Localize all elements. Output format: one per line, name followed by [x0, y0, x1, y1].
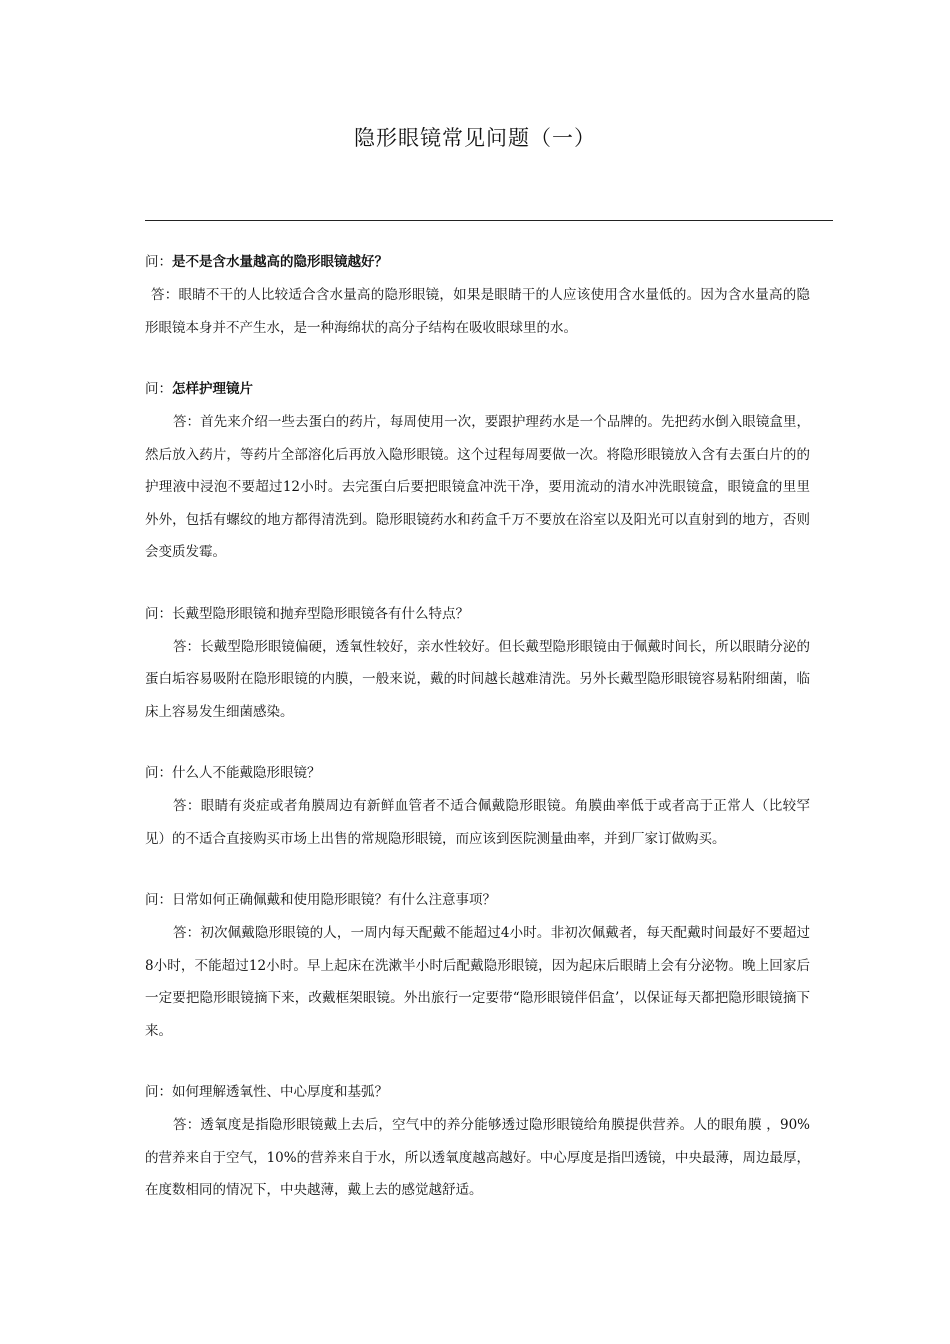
- qa-item: [145, 884, 810, 1047]
- qa-item: [145, 598, 810, 729]
- question-prefix: 问：: [145, 381, 172, 397]
- qa-item: [145, 757, 810, 855]
- question-text: 是不是含水量越高的隐形眼镜越好？: [172, 254, 388, 270]
- question-prefix: 问：: [145, 1084, 172, 1100]
- question-prefix: 问：: [145, 892, 172, 908]
- question: [145, 757, 810, 790]
- question-prefix: 问：: [145, 254, 172, 270]
- question: [145, 884, 810, 917]
- answer: 答：眼睛有炎症或者角膜周边有新鲜血管者不适合佩戴隐形眼镜。角膜曲率低于或者高于正常人（比较罕见）的不适合直接购买市场上出售的常规隐形眼镜，而应该到医院测量曲率，并到厂家订做购买。: [145, 798, 810, 847]
- question-prefix: 问：: [145, 605, 172, 622]
- question-prefix: 问：: [145, 765, 172, 781]
- answer: 答：眼睛不干的人比较适合含水量高的隐形眼镜，如果是眼睛干的人应该使用含水量低的。因为含水量高的隐形眼镜本身并不产生水，是一种海绵状的高分子结构在吸收眼球里的水。: [145, 287, 810, 336]
- title-divider: [145, 220, 833, 221]
- question: [145, 598, 810, 631]
- answer: 答：长戴型隐形眼镜偏硬，透氧性较好，亲水性较好。但长戴型隐形眼镜由于佩戴时间长，所以眼睛分泌的蛋白垢容易吸附在隐形眼镜的内膜，一般来说，戴的时间越长越难清洗。另外长戴型隐形眼镜容易粘附细菌，临床上容易发生细菌感染。: [145, 638, 810, 720]
- question: [145, 1076, 810, 1109]
- question-text: 怎样护理镜片: [172, 381, 253, 397]
- question: [145, 246, 810, 279]
- qa-item: [145, 246, 810, 344]
- answer: 答：透氧度是指隐形眼镜戴上去后，空气中的养分能够透过隐形眼镜给角膜提供营养。人的眼角膜 ，90%的营养来自于空气，10%的营养来自于水，所以透氧度越高越好。中心厚度是指凹透镜，中央最薄，周边最厚，在度数相同的情况下，中央越薄，戴上去的感觉越舒适。: [145, 1117, 810, 1198]
- question-text: 日常如何正确佩戴和使用隐形眼镜？有什么注意事项？: [172, 892, 496, 908]
- question: [145, 373, 810, 406]
- qa-item: [145, 373, 810, 569]
- document-body: [145, 246, 810, 1236]
- qa-item: [145, 1076, 810, 1207]
- answer: 答：首先来介绍一些去蛋白的药片，每周使用一次，要跟护理药水是一个品牌的。先把药水倒入眼镜盒里，然后放入药片，等药片全部溶化后再放入隐形眼镜。这个过程每周要做一次。将隐形眼镜放入含有去蛋白片的的护理液中浸泡不要超过12小时。去完蛋白后要把眼镜盒冲洗干净，要用流动的清水冲洗眼镜盒，眼镜盒的里里外外，包括有螺纹的地方都得清洗到。隐形眼镜药水和药盒千万不要放在浴室以及阳光可以直射到的地方，否则会变质发霉。: [145, 414, 810, 560]
- question-text: 如何理解透氧性、中心厚度和基弧？: [172, 1084, 388, 1100]
- question-text: 什么人不能戴隐形眼镜？: [172, 765, 321, 781]
- question-text: 长戴型隐形眼镜和抛弃型隐形眼镜各有什么特点？: [172, 605, 469, 622]
- page-title: 隐形眼镜常见问题（一）: [354, 126, 596, 150]
- answer: 答：初次佩戴隐形眼镜的人，一周内每天配戴不能超过4小时。非初次佩戴者，每天配戴时间最好不要超过8小时，不能超过12小时。早上起床在洗漱半小时后配戴隐形眼镜，因为起床后眼睛上会有分泌物。晚上回家后一定要把隐形眼镜摘下来，改戴框架眼镜。外出旅行一定要带“隐形眼镜伴侣盒’，以保证每天都把隐形眼镜摘下来。: [145, 925, 810, 1039]
